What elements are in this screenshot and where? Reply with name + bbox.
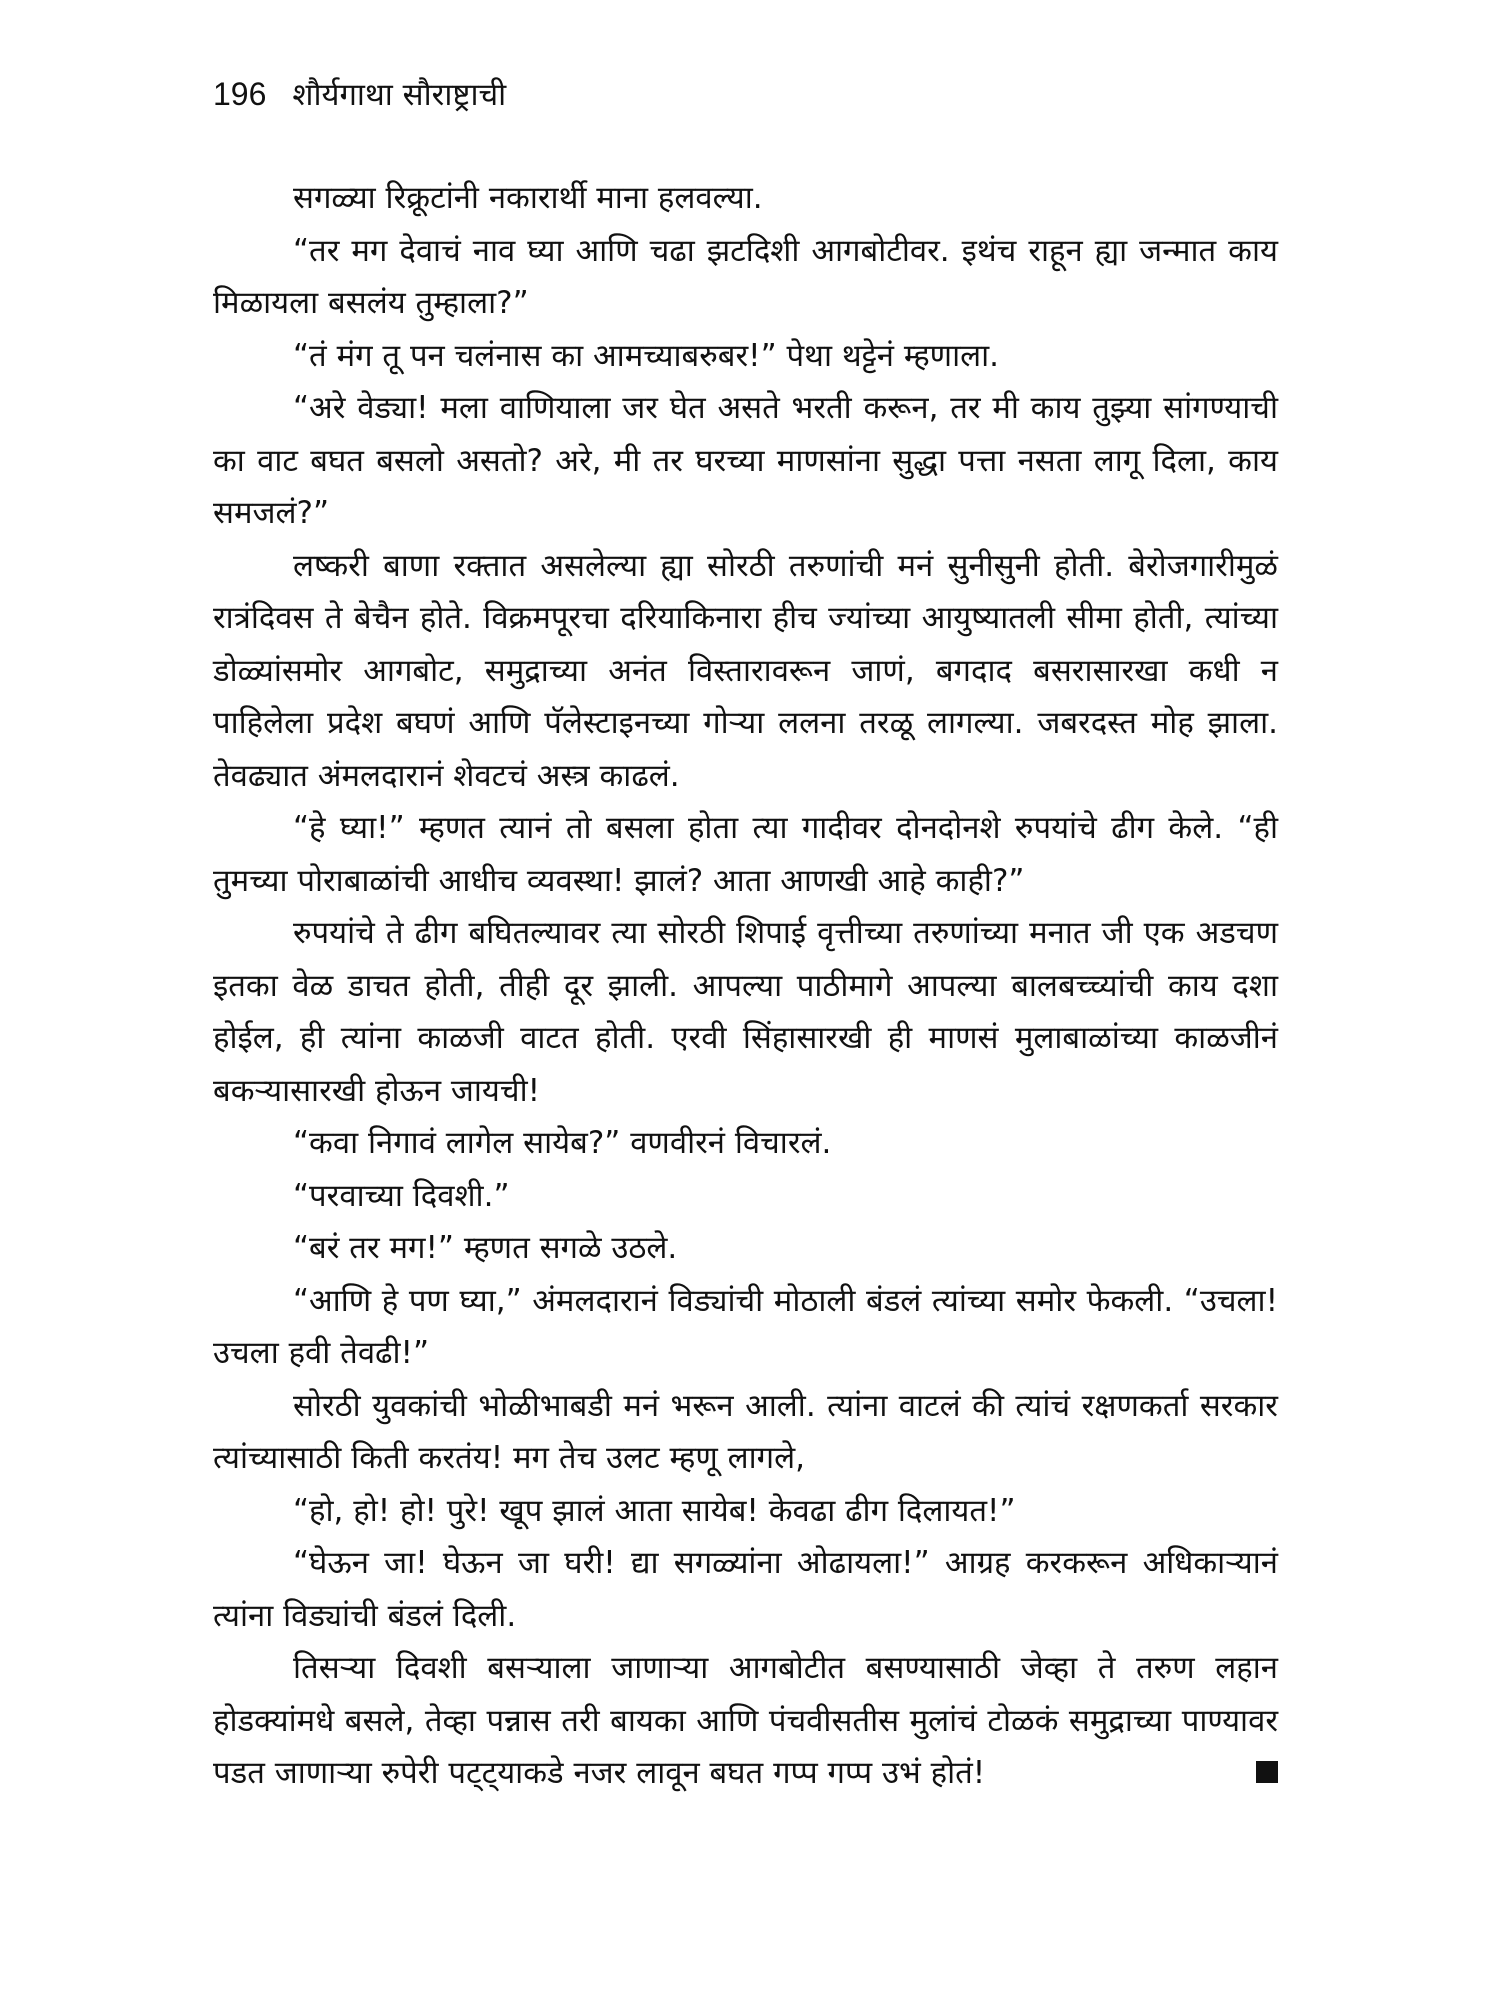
- page-number: 196: [213, 76, 267, 112]
- paragraph: “आणि हे पण घ्या,” अंमलदारानं विड्यांची मोठाली बंडलं त्यांच्या समोर फेकली. “उचला! उचला हवी तेवढी!”: [213, 1282, 1278, 1371]
- paragraph: सोरठी युवकांची भोळीभाबडी मनं भरून आली. त्यांना वाटलं की त्यांचं रक्षणकर्ता सरकार त्यांच्यासाठी किती करतंय! मग तेच उलट म्हणू लागले,: [213, 1387, 1278, 1476]
- paragraph: “परवाच्या दिवशी.”: [293, 1177, 510, 1214]
- last-paragraph: [213, 1642, 1278, 1800]
- paragraph: लष्करी बाणा रक्तात असलेल्या ह्या सोरठी तरुणांची मनं सुनीसुनी होती. बेरोजगारीमुळं रात्रंदिवस ते बेचैन होते. विक्रमपूरचा दरियाकिनारा हीच ज्यांच्या आयुष्यातली सीमा होती, त्यांच्या डोळ्यांसमोर आगबोट, समुद्राच्या अनंत विस्तारावरून जाणं, बगदाद बसरासारखा कधी न पाहिलेला प्रदेश बघणं आणि पॅलेस्टाइनच्या गोऱ्या ललना तरळू लागल्या. जबरदस्त मोह झाला. तेवढ्यात अंमलदारानं शेवटचं अस्त्र काढलं.: [213, 547, 1278, 794]
- paragraph: “बरं तर मग!” म्हणत सगळे उठले.: [293, 1230, 678, 1266]
- running-title: शौर्यगाथा सौराष्ट्राची: [292, 77, 507, 113]
- paragraph: “हे घ्या!” म्हणत त्यानं तो बसला होता त्या गादीवर दोनदोनशे रुपयांचे ढीग केले. “ही तुमच्या पोराबाळांची आधीच व्यवस्था! झालं? आता आणखी आहे काही?”: [213, 810, 1278, 899]
- paragraph: “घेऊन जा! घेऊन जा घरी! द्या सगळ्यांना ओढायला!” आग्रह करकरून अधिकाऱ्यानं त्यांना विड्यांची बंडलं दिली.: [213, 1545, 1278, 1634]
- paragraph: “कवा निगावं लागेल सायेब?” वणवीरनं विचारलं.: [293, 1125, 832, 1161]
- body-text: [213, 172, 1278, 1800]
- page-header: [213, 70, 506, 130]
- paragraph: “तं मंग तू पन चलंनास का आमच्याबरुबर!” पेथा थट्टेनं म्हणाला.: [293, 337, 1000, 374]
- paragraph: रुपयांचे ते ढीग बघितल्यावर त्या सोरठी शिपाई वृत्तीच्या तरुणांच्या मनात जी एक अडचण इतका वेळ डाचत होती, तीही दूर झाली. आपल्या पाठीमागे आपल्या बालबच्च्यांची काय दशा होईल, ही त्यांना काळजी वाटत होती. एरवी सिंहासारखी ही माणसं मुलाबाळांच्या काळजीनं बकऱ्यासारखी होऊन जायची!: [213, 915, 1278, 1109]
- last-paragraph-text: तिसऱ्या दिवशी बसऱ्याला जाणाऱ्या आगबोटीत बसण्यासाठी जेव्हा ते तरुण लहान होडक्यांमधे बसले, तेव्हा पन्नास तरी बायका आणि पंचवीसतीस मुलांचं टोळकं समुद्राच्या पाण्यावर पडत जाणाऱ्या रुपेरी पट्ट्याकडे नजर लावून बघत गप्प गप्प उभं होतं!: [213, 1650, 1278, 1791]
- paragraph: “हो, हो! हो! पुरे! खूप झालं आता सायेब! केवढा ढीग दिलायत!”: [293, 1492, 1016, 1529]
- paragraph: सगळ्या रिक्रूटांनी नकारार्थी माना हलवल्या.: [293, 180, 763, 216]
- paragraph: “अरे वेड्या! मला वाणियाला जर घेत असते भरती करून, तर मी काय तुझ्या सांगण्याची का वाट बघत बसलो असतो? अरे, मी तर घरच्या माणसांना सुद्धा पत्ता नसता लागू दिला, काय समजलं?”: [213, 390, 1278, 531]
- end-of-chapter-square-icon: [1256, 1761, 1278, 1783]
- paragraph: “तर मग देवाचं नाव घ्या आणि चढा झटदिशी आगबोटीवर. इथंच राहून ह्या जन्मात काय मिळायला बसलंय तुम्हाला?”: [213, 232, 1278, 321]
